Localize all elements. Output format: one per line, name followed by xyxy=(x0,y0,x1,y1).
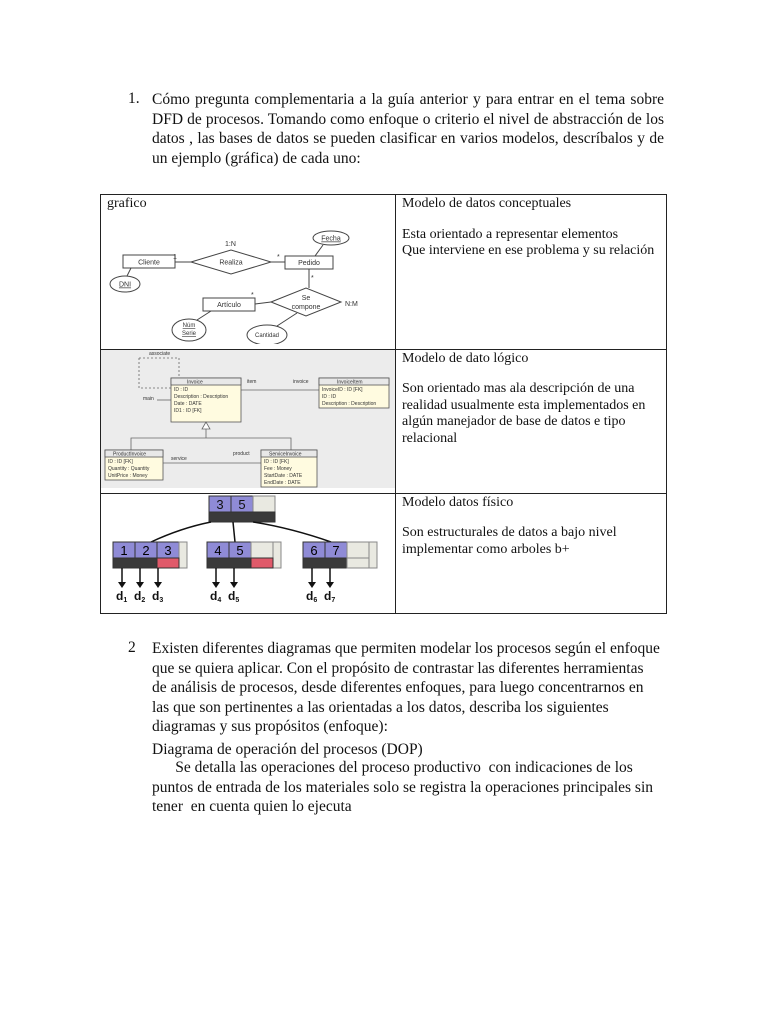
logical-graphic-cell xyxy=(101,349,396,493)
er-star-3: * xyxy=(311,274,314,282)
question-2-number: 2 xyxy=(128,639,136,656)
dop-body: Se detalla las operaciones del proceso productivo con indicaciones de los puntos de entrada de los materiales solo se registra la operaciones principales sin tener en cuenta quien lo ejecuta xyxy=(152,759,657,815)
er-compone: compone xyxy=(291,303,321,311)
svg-text:ID : ID [FK]: ID : ID [FK] xyxy=(108,458,133,465)
question-1-number: 1. xyxy=(128,90,140,107)
logical-text-cell xyxy=(396,349,667,493)
dop-subtitle: Diagrama de operación del procesos (DOP) xyxy=(152,741,423,758)
graphic-header: grafico xyxy=(107,196,147,211)
uml-product: product xyxy=(233,450,250,457)
physical-graphic-cell xyxy=(101,493,396,613)
svg-text:Description : Description: Description : Description xyxy=(322,400,377,407)
svg-text:d4: d4 xyxy=(210,588,222,604)
er-pedido: Pedido xyxy=(298,259,320,267)
conceptual-text-cell xyxy=(396,195,667,350)
btree-root-key-2: 5 xyxy=(238,496,246,512)
svg-text:ID : ID: ID : ID xyxy=(322,393,337,400)
svg-text:4: 4 xyxy=(214,542,222,558)
svg-text:ID1 : ID [FK]: ID1 : ID [FK] xyxy=(174,407,202,414)
svg-text:Quantity : Quantity: Quantity : Quantity xyxy=(108,465,150,472)
models-table xyxy=(100,194,667,614)
physical-text-cell xyxy=(396,493,667,613)
er-serie: Serie xyxy=(181,330,197,337)
logical-text: Son orientado mas ala descripción de una realidad usualmente esta implementados en algún manejador de base de datos e tipo relacional xyxy=(402,381,646,446)
er-star-1: * xyxy=(277,253,280,261)
svg-text:ID : ID: ID : ID xyxy=(174,386,189,393)
svg-text:d7: d7 xyxy=(324,588,336,604)
svg-text:InvoiceID : ID [FK]: InvoiceID : ID [FK] xyxy=(322,386,363,393)
uml-item: item xyxy=(247,378,257,385)
conceptual-line-2: Que interviene en ese problema y su relación xyxy=(402,243,655,258)
svg-text:StartDate : DATE: StartDate : DATE xyxy=(264,472,303,479)
svg-text:7: 7 xyxy=(332,542,340,558)
er-fecha: Fecha xyxy=(321,235,341,242)
svg-text:Date : DATE: Date : DATE xyxy=(174,400,202,407)
er-cliente: Cliente xyxy=(138,259,160,266)
svg-text:3: 3 xyxy=(164,542,172,558)
btree-root-key-1: 3 xyxy=(216,496,224,512)
er-cantidad: Cantidad xyxy=(254,332,280,339)
uml-invoice-name: Invoice xyxy=(187,379,203,385)
uml-service: service xyxy=(171,455,187,462)
svg-text:Description : Description: Description : Description xyxy=(174,393,229,400)
er-1n: 1:N xyxy=(225,240,236,248)
svg-text:1: 1 xyxy=(120,542,128,558)
er-num: Núm xyxy=(182,322,196,329)
svg-text:d6: d6 xyxy=(306,588,318,604)
svg-text:Fee : Money: Fee : Money xyxy=(264,465,292,472)
uml-diagram xyxy=(101,350,395,488)
svg-text:d2: d2 xyxy=(134,588,146,604)
svg-text:d5: d5 xyxy=(228,588,240,604)
svg-text:5: 5 xyxy=(236,542,244,558)
er-se: Se xyxy=(301,294,311,302)
uml-invoiceitem-name: InvoiceItem xyxy=(337,379,363,385)
physical-text: Son estructurales de datos a bajo nivel implementar como arboles b+ xyxy=(402,525,617,557)
er-realiza: Realiza xyxy=(219,259,243,266)
er-articulo: Artículo xyxy=(217,301,241,309)
svg-text:ID : ID [FK]: ID : ID [FK] xyxy=(264,458,289,465)
conceptual-line-1: Esta orientado a representar elementos xyxy=(402,226,619,242)
logical-title: Modelo de dato lógico xyxy=(402,350,529,366)
er-dni: DNI xyxy=(118,281,132,288)
er-nm: N:M xyxy=(345,300,358,308)
svg-text:2: 2 xyxy=(142,542,150,558)
conceptual-title: Modelo de datos conceptuales xyxy=(402,196,572,211)
er-star-2: * xyxy=(251,291,254,299)
uml-associate: associate xyxy=(149,350,171,357)
er-diagram xyxy=(101,214,395,344)
physical-title: Modelo datos físico xyxy=(402,494,514,510)
uml-productinvoice-name: ProductInvoice xyxy=(113,451,147,457)
er-one: 1 xyxy=(173,253,177,261)
uml-invoice-label: invoice xyxy=(293,378,309,385)
svg-text:EndDate : DATE: EndDate : DATE xyxy=(264,479,301,486)
question-1-text: Cómo pregunta complementaria a la guía anterior y para entrar en el tema sobre DFD de procesos. Tomando como enfoque o criterio el nivel de abstracción de los datos , las bases de datos se pueden clasificar en varios modelos, descríbalos y de un ejemplo (gráfica) de cada uno: xyxy=(152,91,664,167)
svg-text:d3: d3 xyxy=(152,588,164,604)
conceptual-graphic-cell xyxy=(101,195,396,350)
svg-text:6: 6 xyxy=(310,542,318,558)
svg-text:UnitPrice : Money: UnitPrice : Money xyxy=(108,472,148,479)
uml-main: main xyxy=(143,395,154,402)
question-2-text: Existen diferentes diagramas que permiten modelar los procesos según el enfoque que se quiera aplicar. Con el propósito de contrastar las diferentes herramientas de análisis de procesos, desde diferentes enfoques, para luego concentrarnos en las que son pertinentes a las orientadas a los datos, describa los siguientes diagramas y sus propósitos (enfoque): xyxy=(152,640,660,735)
uml-serviceinvoice-name: ServiceInvoice xyxy=(269,451,302,457)
btree-diagram xyxy=(101,494,395,608)
svg-text:d1: d1 xyxy=(116,588,128,604)
